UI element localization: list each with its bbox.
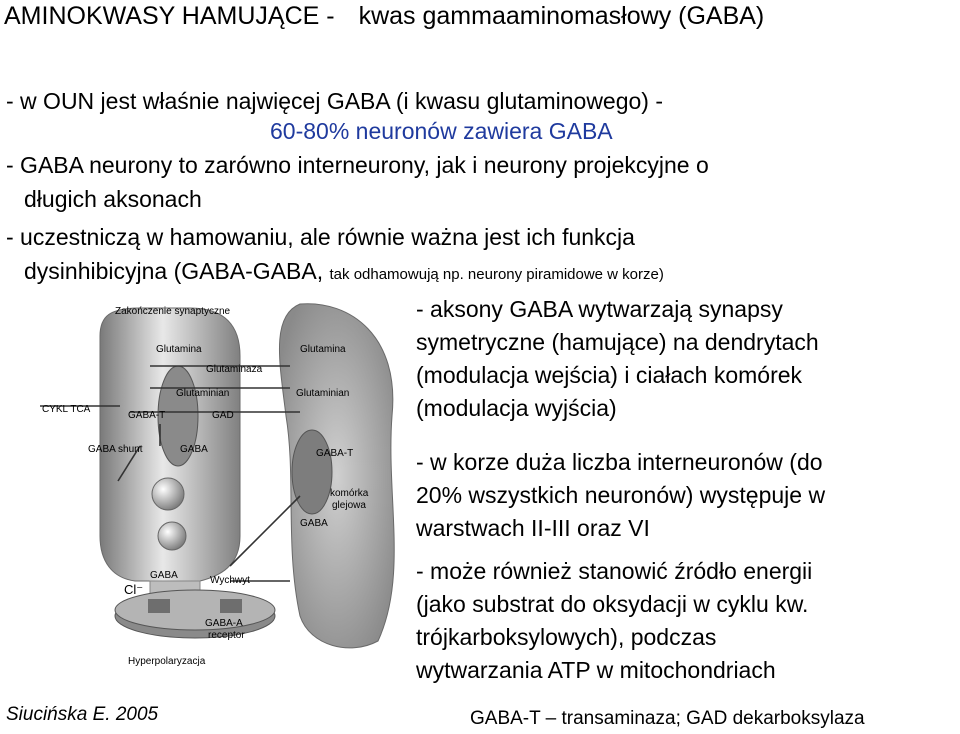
right-line: - w korze duża liczba interneuronów (do xyxy=(416,449,823,475)
label-gaba-t-right: GABA-T xyxy=(316,448,354,459)
source-credit: Siucińska E. 2005 xyxy=(6,704,159,725)
intro-line: - uczestniczą w hamowaniu, ale równie ważna jest ich funkcja xyxy=(6,224,635,250)
label-receptor-1: GABA-A xyxy=(205,618,243,629)
title-left: AMINOKWASY HAMUJĄCE - xyxy=(4,2,335,30)
title-right: kwas gammaaminomasłowy (GABA) xyxy=(358,2,765,30)
label-glial-cell-2: glejowa xyxy=(332,500,366,511)
label-chloride: Cl⁻ xyxy=(124,582,144,597)
right-line: - aksony GABA wytwarzają synapsy xyxy=(416,296,783,322)
gaba-a-receptor xyxy=(220,599,242,613)
label-gaba-bottom: GABA xyxy=(150,570,178,581)
intro-line: - w OUN jest właśnie najwięcej GABA (i kwasu glutaminowego) - xyxy=(6,88,664,114)
intro-line: - GABA neurony to zarówno interneurony, jak i neurony projekcyjne o xyxy=(6,152,709,178)
intro-line-text: dysinhibicyjna (GABA-GABA, xyxy=(24,258,324,284)
abbreviation-footnote: GABA-T – transaminaza; GAD dekarboksylaza xyxy=(470,708,865,729)
label-glutamine-right: Glutamina xyxy=(300,344,346,355)
synaptic-vesicle xyxy=(152,478,184,510)
glial-mitochondrion xyxy=(292,430,332,514)
page-title xyxy=(4,2,764,31)
right-line: (modulacja wejścia) i ciałach komórek xyxy=(416,362,803,388)
intro-line: długich aksonach xyxy=(24,186,202,212)
label-receptor-2: receptor xyxy=(208,630,245,641)
right-line: trójkarboksylowych), podczas xyxy=(416,624,717,650)
right-line: symetryczne (hamujące) na dendrytach xyxy=(416,329,819,355)
label-glutaminase: Glutaminaza xyxy=(206,364,263,375)
label-hyperpolarization: Hyperpolaryzacja xyxy=(128,656,206,667)
gaba-a-receptor xyxy=(148,599,170,613)
label-glutamate-right: Glutaminian xyxy=(296,388,350,399)
right-line: wytwarzania ATP w mitochondriach xyxy=(416,657,776,683)
right-line: (modulacja wyjścia) xyxy=(416,395,617,421)
label-gaba-shunt: GABA shunt xyxy=(88,444,143,455)
right-line: (jako substrat do oksydacji w cyklu kw. xyxy=(416,591,809,617)
label-glutamate-left: Glutaminian xyxy=(176,388,230,399)
gaba-synapse-diagram xyxy=(0,296,410,706)
label-glial-cell-1: komórka xyxy=(330,488,369,499)
label-gaba-center: GABA xyxy=(180,444,208,455)
label-reuptake: Wychwyt xyxy=(210,575,250,586)
synaptic-vesicle xyxy=(158,522,186,550)
intro-line-last xyxy=(24,258,664,285)
label-gaba-t-left: GABA-T xyxy=(128,410,166,421)
right-line: warstwach II-III oraz VI xyxy=(416,515,650,541)
right-line: - może również stanowić źródło energii xyxy=(416,558,813,584)
label-tca: CYKL TCA xyxy=(42,404,91,415)
label-gaba-glial: GABA xyxy=(300,518,328,529)
label-synaptic-ending: Zakończenie synaptyczne xyxy=(115,306,231,317)
label-glutamine-left: Glutamina xyxy=(156,344,202,355)
label-gad: GAD xyxy=(212,410,234,421)
right-line: 20% wszystkich neuronów) występuje w xyxy=(416,482,826,508)
intro-note: tak odhamowują np. neurony piramidowe w korze) xyxy=(329,266,664,283)
intro-line-highlight: 60-80% neuronów zawiera GABA xyxy=(270,118,613,144)
